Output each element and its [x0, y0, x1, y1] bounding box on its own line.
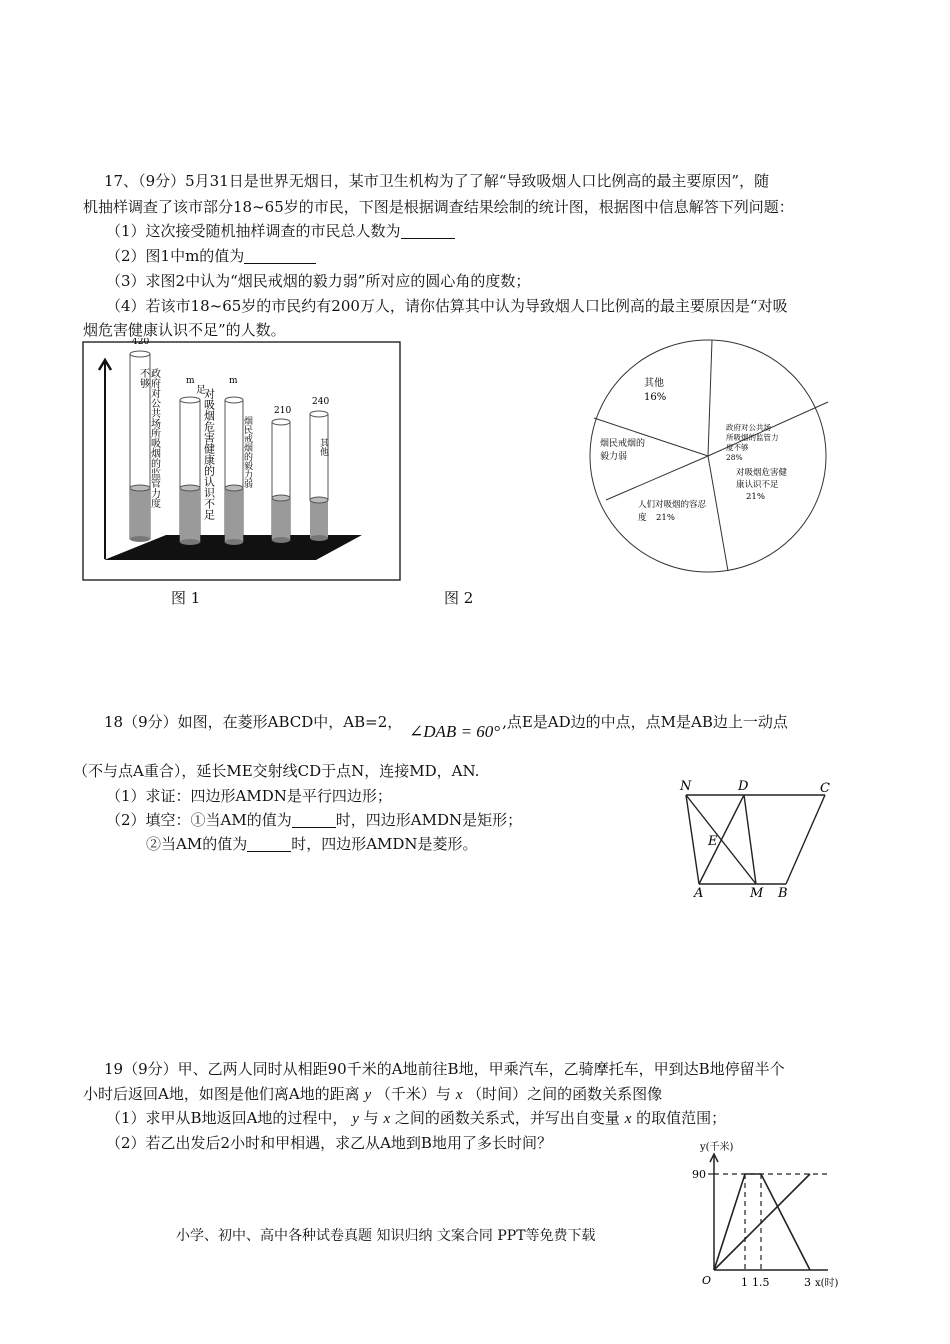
q17-stem-line2: 机抽样调查了该市部分18~65岁的市民，下图是根据调查结果绘制的统计图，根据图中信息解答下列问题： — [83, 198, 794, 216]
graph-ylabel: y(千米) — [700, 1142, 734, 1153]
rhombus-figure — [670, 776, 840, 900]
q19-stem-line1: 19（9分）甲、乙两人同时从相距90千米的A地前往B地，甲乘汽车，乙骑摩托车，甲到达B地停留半个 — [104, 1060, 785, 1078]
point-label: M — [750, 886, 764, 900]
pie-label-gov: 度不够 — [726, 443, 749, 452]
bar-4 — [272, 419, 290, 543]
point-label: E — [708, 834, 718, 849]
point-label: D — [738, 779, 749, 794]
q17-stem-line1: 17、（9分）5月31日是世界无烟日，某市卫生机构为了了解“导致吸烟人口比例高的最主要原因”，随 — [104, 172, 770, 190]
bar-5 — [310, 411, 328, 541]
pie-pct-tolerance: 21% — [656, 513, 675, 523]
answer-blank[interactable] — [244, 247, 316, 264]
graph-t3: 3 — [804, 1276, 811, 1289]
pie-label-gov: 政府对公共场 — [726, 423, 771, 432]
q19-part2: （2）若乙出发后2小时和甲相遇，求乙从A地到B地用了多长时间？ — [106, 1134, 552, 1152]
graph-t15: 1.5 — [752, 1276, 770, 1289]
pie-label-willpower: 烟民戒烟的 — [600, 439, 646, 449]
q19-stem-line2: 小时后返回A地，如图是他们离A地的距离 y （千米）与 x （时间）之间的函数关系图像 — [83, 1085, 663, 1103]
pie-label-tolerance: 度 — [638, 513, 647, 523]
graph-t1: 1 — [741, 1276, 748, 1289]
pie-label-harm: 康认识不足 — [736, 480, 779, 490]
pie-pct-harm: 21% — [746, 492, 765, 502]
figure-2-pie-chart — [588, 338, 838, 578]
bar-1-side-label: 不够 — [137, 368, 149, 388]
answer-blank[interactable] — [401, 222, 455, 239]
point-label: B — [778, 886, 788, 900]
distance-time-graph — [680, 1138, 855, 1290]
point-label: C — [820, 781, 830, 796]
bar-4-value: 210 — [274, 406, 292, 416]
q18-stem-line2: （不与点A重合），延长ME交射线CD于点N，连接MD，AN. — [73, 762, 480, 780]
pie-label-gov: 所吸烟的监管力 — [726, 433, 779, 442]
bar-2-category: 对吸烟危害健康的认识不足 — [202, 388, 216, 520]
line-yi — [714, 1174, 810, 1270]
q17-part2: （2）图1中m的值为 — [106, 246, 316, 266]
graph-xlabel: x(时) — [815, 1278, 839, 1289]
q17-part4-line1: （4）若该市18~65岁的市民约有200万人，请你估算其中认为导致烟人口比例高的最主要原因是“对吸 — [106, 297, 788, 315]
answer-blank[interactable] — [292, 811, 336, 828]
q18-part1: （1）求证：四边形AMDN是平行四边形； — [106, 787, 392, 805]
figure-1-bar-chart — [82, 338, 402, 584]
bar-5-category: 其他 — [318, 438, 328, 456]
q17-part1: （1）这次接受随机抽样调查的市民总人数为 — [106, 221, 455, 241]
point-label: N — [680, 779, 692, 794]
footer-note: 小学、初中、高中各种试卷真题 知识归纳 文案合同 PPT等免费下载 — [176, 1228, 596, 1244]
bar-3-value: m — [229, 376, 238, 386]
bar-3 — [225, 397, 243, 545]
bar-1-category: 政府对公共场所吸烟的监管力度 — [148, 368, 160, 508]
bar-5-value: 240 — [312, 397, 330, 407]
pie-pct-other: 16% — [644, 392, 667, 403]
angle-expression: ∠DAB = 60° — [409, 722, 501, 741]
pie-pct-gov: 28% — [726, 453, 743, 462]
graph-origin: O — [702, 1274, 712, 1287]
answer-blank[interactable] — [247, 835, 291, 852]
q19-part1: （1）求甲从B地返回A地的过程中， y 与 x 之间的函数关系式，并写出自变量 x 的取值范围； — [106, 1109, 727, 1127]
figure-1-caption: 图 1 — [171, 589, 201, 607]
bar-2 — [180, 397, 200, 545]
pie-label-other: 其他 — [644, 378, 664, 389]
figure-2-caption: 图 2 — [444, 589, 474, 607]
graph-y90: 90 — [692, 1168, 706, 1181]
q18-stem-line1: 18（9分）如图，在菱形ABCD中，AB=2， ∠DAB = 60° ,点E是AD边的中点，点M是AB边上一动点 — [104, 713, 788, 741]
bar-3-category: 烟民戒烟的毅力弱 — [242, 416, 252, 488]
pie-label-tolerance: 人们对吸烟的容忍 — [638, 500, 707, 510]
q17-part4-line2: 烟危害健康认识不足”的人数。 — [83, 321, 286, 339]
point-label: A — [694, 886, 704, 900]
pie-label-willpower: 毅力弱 — [600, 452, 628, 462]
pie-label-harm: 对吸烟危害健 — [736, 468, 788, 478]
bar-2-side-label: 足 — [196, 385, 206, 396]
q18-part2: （2）填空：①当AM的值为 时，四边形AMDN是矩形； — [106, 811, 523, 829]
q17-part3: （3）求图2中认为“烟民戒烟的毅力弱”所对应的圆心角的度数； — [106, 272, 531, 290]
q18-part3: ②当AM的值为 时，四边形AMDN是菱形。 — [146, 835, 478, 853]
bar-1-value: 420 — [132, 338, 150, 347]
bar-2-value: m — [186, 376, 195, 386]
